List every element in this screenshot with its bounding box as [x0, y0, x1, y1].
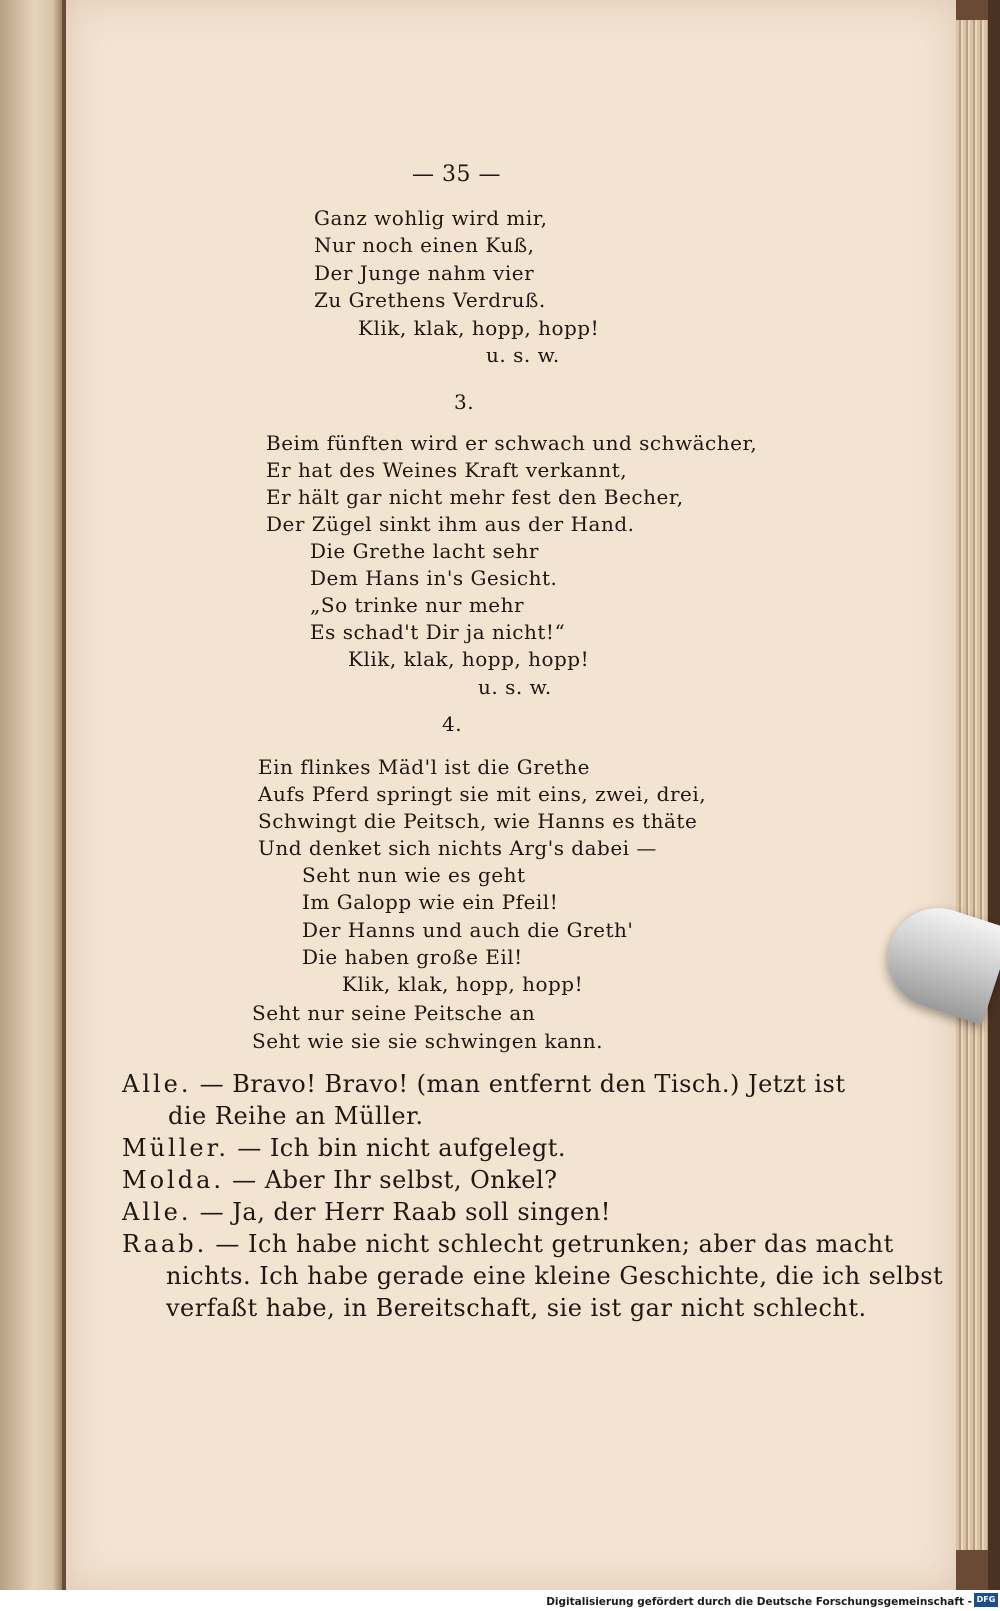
verse-line: Im Galopp wie ein Pfeil! — [302, 890, 559, 914]
dialogue-line — [122, 1070, 845, 1098]
speaker-name: Alle. — [122, 1070, 192, 1098]
verse-line: Seht nun wie es geht — [302, 863, 526, 887]
dialogue-text: — Bravo! Bravo! (man entfernt den Tisch.) Jetzt ist — [191, 1070, 846, 1098]
dialogue-line — [122, 1230, 894, 1258]
dialogue-text: — Aber Ihr selbst, Onkel? — [224, 1166, 558, 1194]
book-page — [66, 0, 956, 1590]
dialogue-text: — Ja, der Herr Raab soll singen! — [191, 1198, 611, 1226]
refrain-line: Klik, klak, hopp, hopp! — [348, 647, 590, 671]
verse-line: Schwingt die Peitsch, wie Hanns es thäte — [258, 809, 698, 833]
verse-line: „So trinke nur mehr — [310, 593, 525, 617]
speaker-name: Müller. — [122, 1134, 230, 1162]
funding-notice: Digitalisierung gefördert durch die Deutsche Forschungsgemeinschaft - — [546, 1596, 972, 1608]
dialogue-line — [122, 1166, 558, 1194]
verse-line: Die Grethe lacht sehr — [310, 539, 539, 563]
etc-line: u. s. w. — [486, 343, 560, 367]
verse-line: Er hat des Weines Kraft verkannt, — [266, 458, 628, 482]
page-number: — 35 — — [412, 162, 501, 187]
verse-line: Er hält gar nicht mehr fest den Becher, — [266, 485, 684, 509]
stanza-number: 4. — [442, 712, 463, 736]
verse-line: Es schad't Dir ja nicht!“ — [310, 620, 566, 644]
verse-line: Dem Hans in's Gesicht. — [310, 566, 558, 590]
dialogue-text: — Ich bin nicht aufgelegt. — [229, 1134, 566, 1162]
verse-line: Der Zügel sinkt ihm aus der Hand. — [266, 512, 635, 536]
left-page-edge — [0, 0, 62, 1590]
refrain-line: Klik, klak, hopp, hopp! — [342, 972, 584, 996]
verse-line: Die haben große Eil! — [302, 945, 523, 969]
verse-line: Zu Grethens Verdruß. — [314, 288, 546, 312]
verse-line: Und denket sich nichts Arg's dabei — — [258, 836, 657, 860]
verse-line: Ganz wohlig wird mir, — [314, 206, 548, 230]
dialogue-text: — Ich habe nicht schlecht getrunken; aber das macht — [207, 1230, 894, 1258]
dfg-logo: DFG — [974, 1593, 998, 1607]
etc-line: u. s. w. — [478, 675, 552, 699]
right-page-stack — [956, 20, 988, 1550]
verse-line: Seht wie sie sie schwingen kann. — [252, 1029, 604, 1053]
dialogue-continuation: verfaßt habe, in Bereitschaft, sie ist gar nicht schlecht. — [166, 1294, 867, 1322]
verse-line: Der Junge nahm vier — [314, 261, 535, 285]
speaker-name: Raab. — [122, 1230, 208, 1258]
refrain-line: Klik, klak, hopp, hopp! — [358, 316, 600, 340]
dialogue-line — [122, 1198, 611, 1226]
book-cover-edge — [988, 0, 1000, 1590]
verse-line: Seht nur seine Peitsche an — [252, 1001, 536, 1025]
verse-line: Ein flinkes Mäd'l ist die Grethe — [258, 755, 590, 779]
verse-line: Nur noch einen Kuß, — [314, 233, 535, 257]
verse-line: Aufs Pferd springt sie mit eins, zwei, drei, — [258, 782, 707, 806]
dialogue-continuation: nichts. Ich habe gerade eine kleine Geschichte, die ich selbst — [166, 1262, 944, 1290]
speaker-name: Alle. — [122, 1198, 192, 1226]
speaker-name: Molda. — [122, 1166, 224, 1194]
verse-line: Der Hanns und auch die Greth' — [302, 918, 634, 942]
dialogue-continuation: die Reihe an Müller. — [168, 1102, 424, 1130]
dialogue-line — [122, 1134, 566, 1162]
verse-line: Beim fünften wird er schwach und schwächer, — [266, 431, 758, 455]
stanza-number: 3. — [454, 390, 475, 414]
